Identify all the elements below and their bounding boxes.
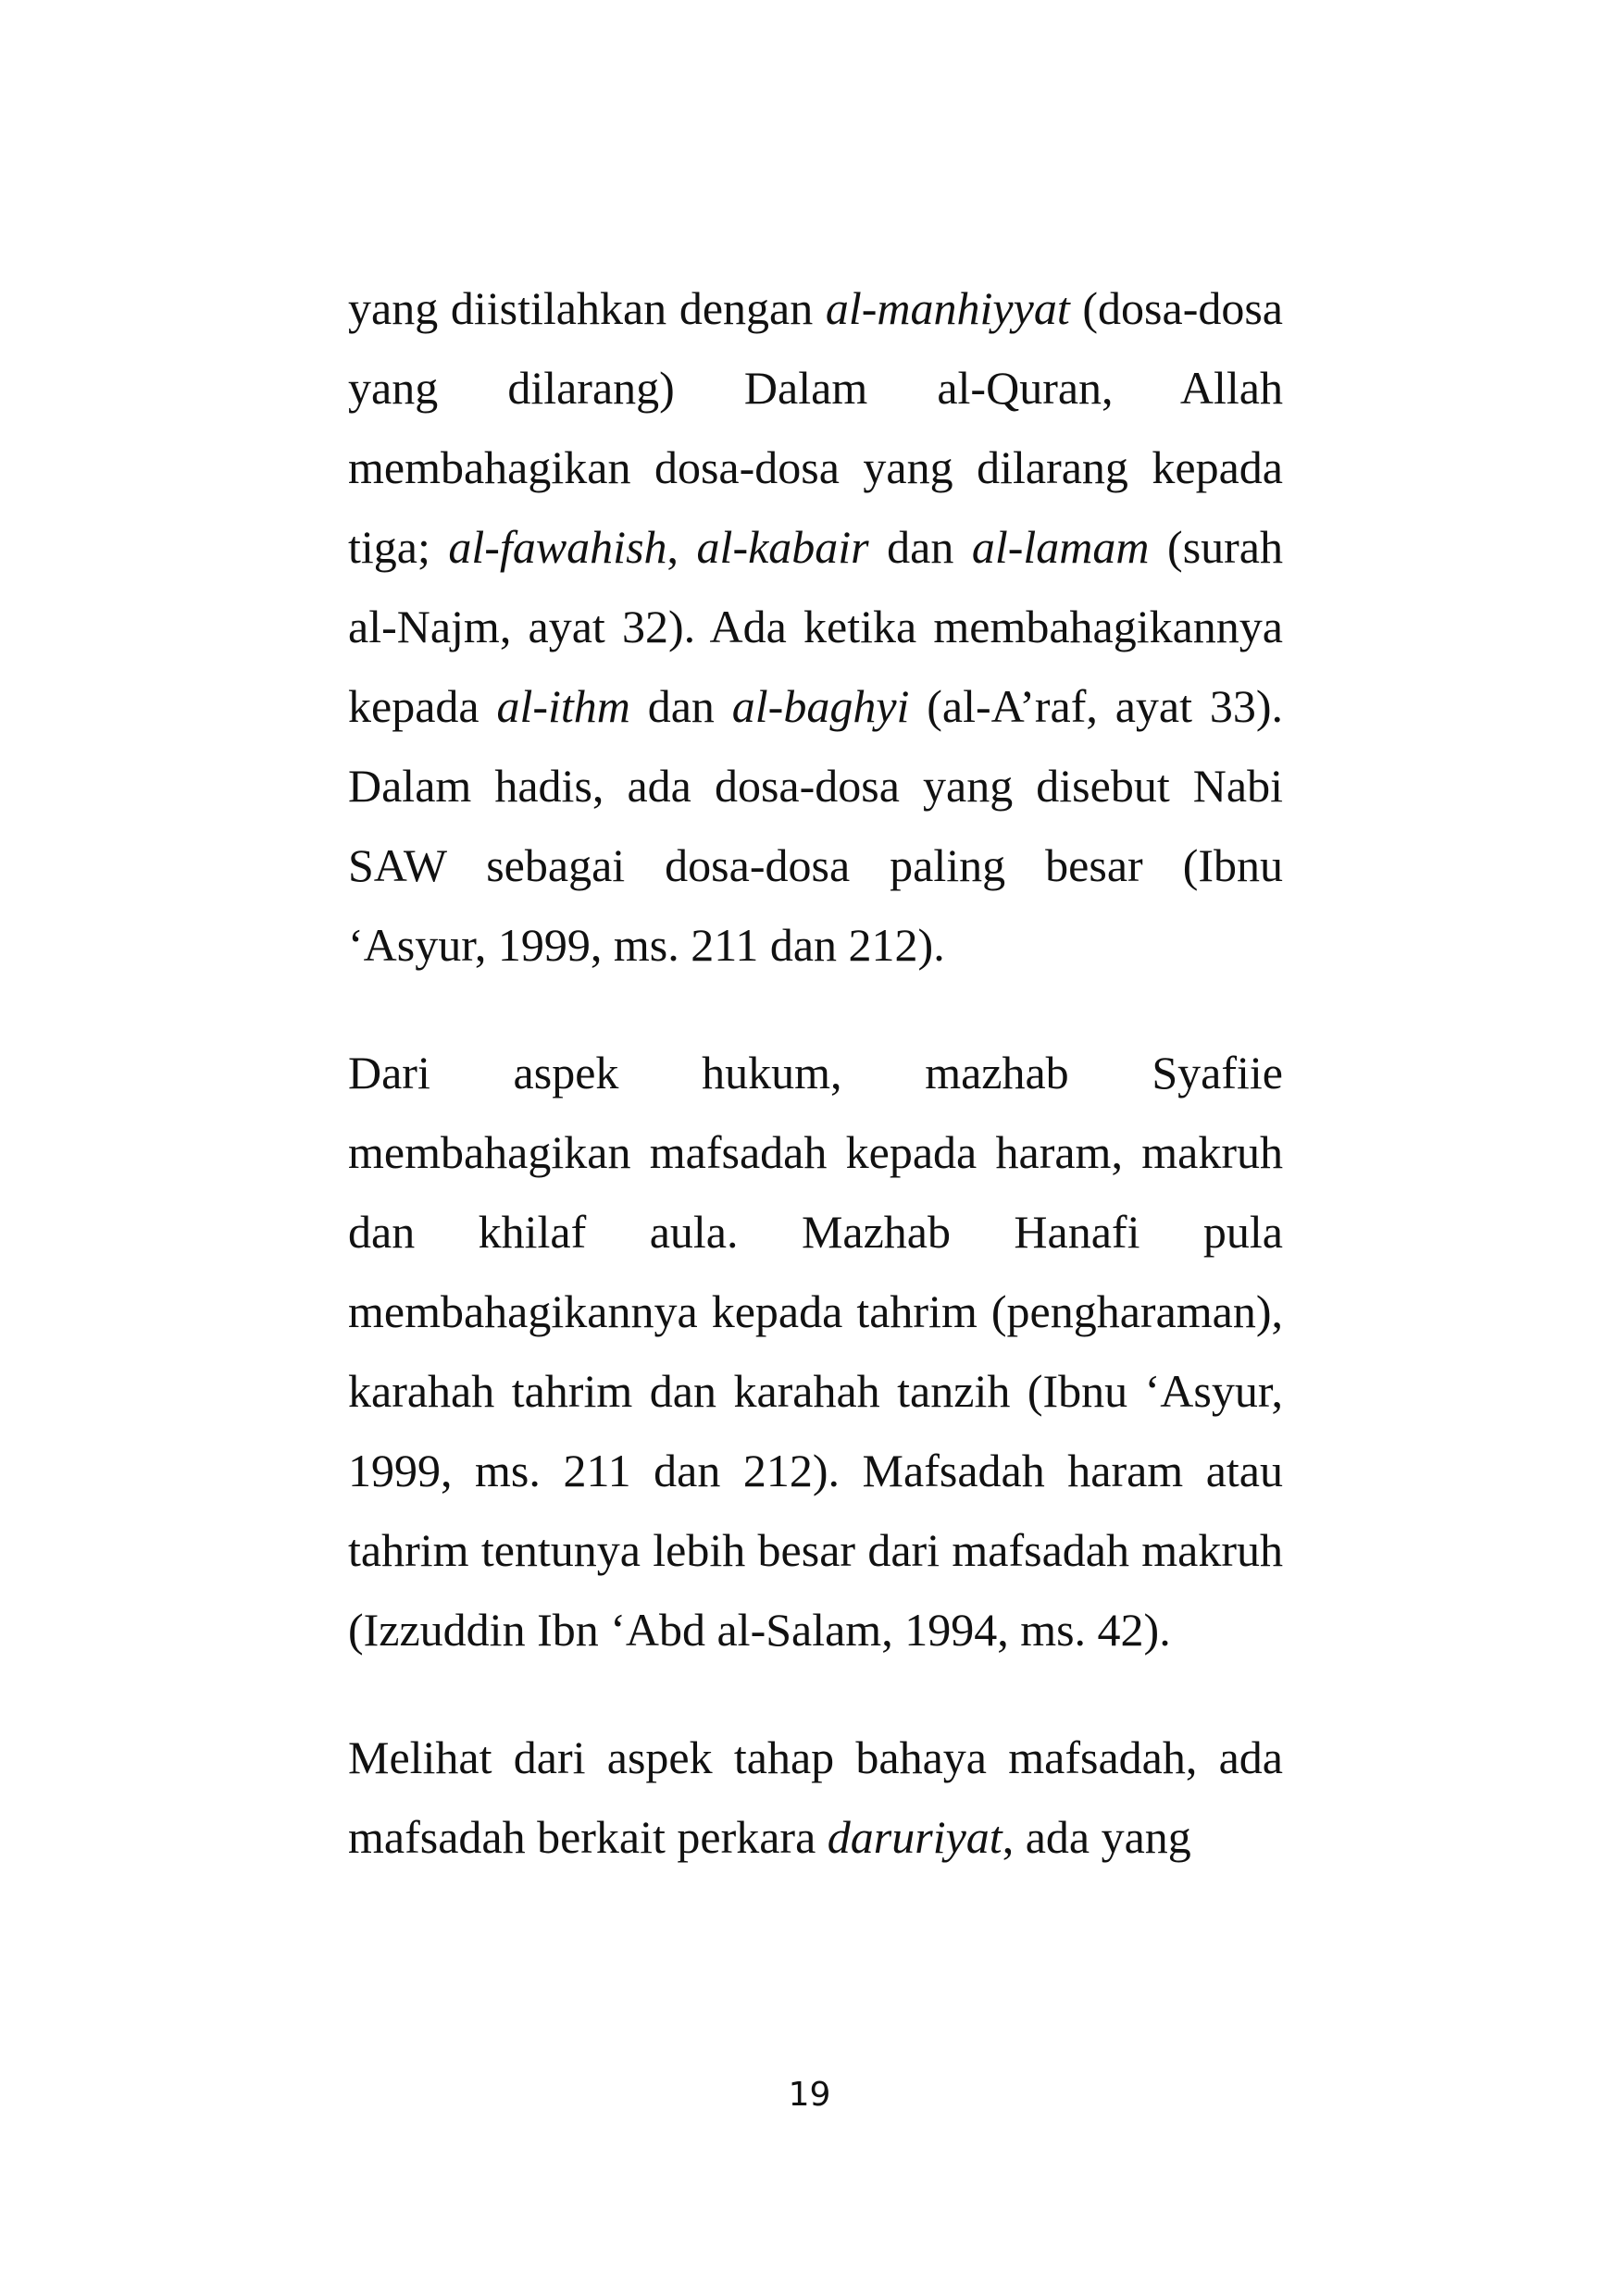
italic-term: al-manhiyyat [825,282,1070,334]
text-segment: Melihat dari aspek tahap bahaya mafsadah, ada mafsadah berkait perkara [348,1731,1283,1863]
text-segment: , [666,521,697,573]
italic-term: al-lamam [971,521,1150,573]
page-body [348,268,1283,1877]
text-segment: dan [629,680,732,732]
text-segment: dan [868,521,972,573]
text-segment: (surah al-Najm, ayat 32). Ada ketika membahagikannya kepada [348,521,1283,732]
paragraph-dosa-categories [348,268,1283,985]
italic-term: al-ithm [496,680,630,732]
text-segment: Dari aspek hukum, mazhab Syafiie membahagikan mafsadah kepada haram, makruh dan khilaf aula. Mazhab Hanafi pula membahagikannya kepada tahrim (pengharaman), karahah tahrim dan karahah tanzih (Ibnu ‘Asyur, 1999, ms. 211 dan 212). Mafsadah haram atau tahrim tentunya lebih besar dari mafsadah makruh (Izzuddin Ibn ‘Abd al-Salam, 1994, ms. 42). [348,1047,1283,1656]
italic-term: al-fawahish [448,521,667,573]
italic-term: al-kabair [696,521,869,573]
paragraph-hukum-aspect [348,1033,1283,1669]
italic-term: daruriyat [827,1811,1003,1863]
text-segment: (al-A’raf, ayat 33). Dalam hadis, ada dosa-dosa yang disebut Nabi SAW sebagai dosa-dosa paling besar (Ibnu ‘Asyur, 1999, ms. 211 dan 212). [348,680,1283,971]
text-segment: yang diistilahkan dengan [348,282,826,334]
paragraph-tahap-bahaya [348,1718,1283,1877]
text-segment: , ada yang [1002,1811,1191,1863]
text-segment: (dosa-dosa yang dilarang) Dalam al-Quran, Allah membahagikan dosa-dosa yang dilarang kepada tiga; [348,282,1283,573]
page-number: 19 [788,2076,831,2114]
italic-term: al-baghyi [731,680,910,732]
